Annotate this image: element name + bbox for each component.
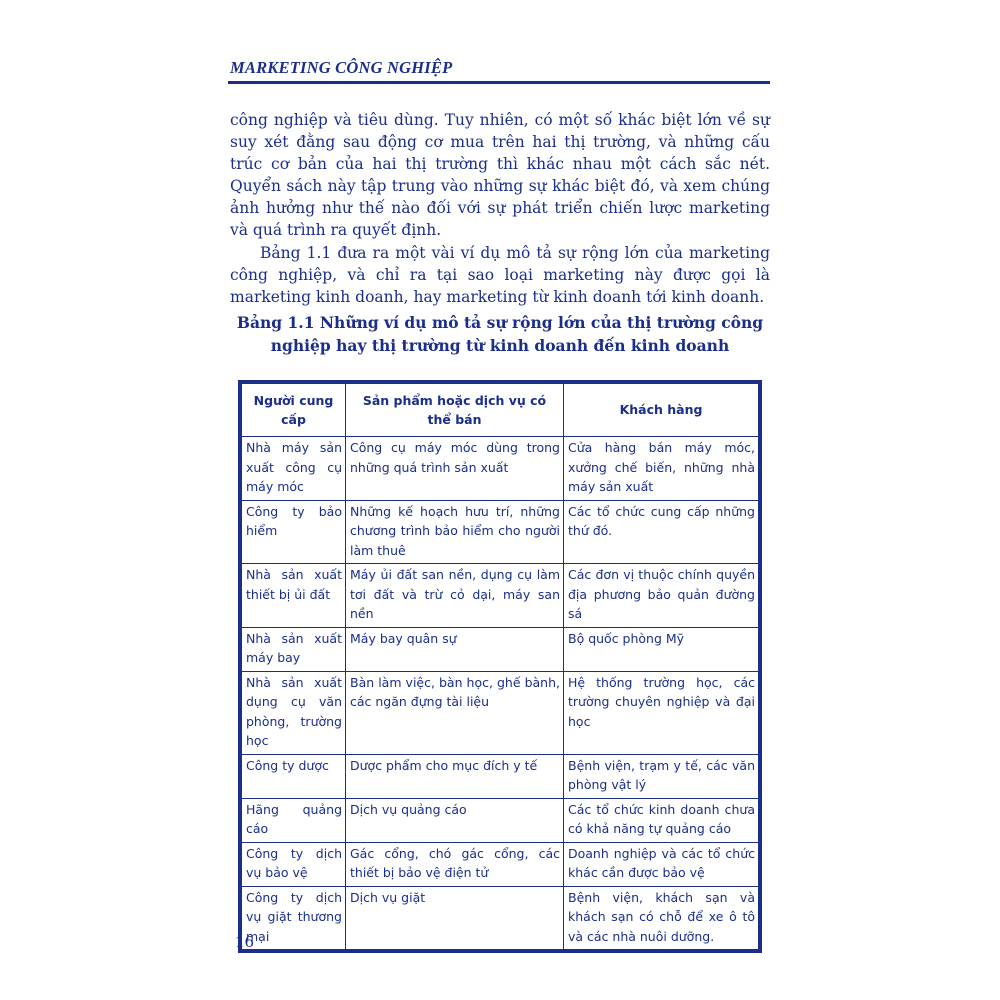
- cell-supplier: Hãng quảng cáo: [242, 798, 346, 842]
- table-frame: [238, 380, 762, 953]
- table-row: [242, 842, 759, 886]
- header-supplier: Người cung cấp: [242, 384, 346, 437]
- cell-supplier: Nhà sản xuất dụng cụ văn phòng, trường học: [242, 671, 346, 754]
- running-header-title: MARKETING CÔNG NGHIỆP: [230, 58, 453, 77]
- cell-product: Gác cổng, chó gác cổng, các thiết bị bảo vệ điện tử: [346, 842, 564, 886]
- cell-product: Dược phẩm cho mục đích y tế: [346, 754, 564, 798]
- table-row: [242, 564, 759, 628]
- cell-supplier: Công ty dịch vụ giặt thương mại: [242, 886, 346, 950]
- table-row: [242, 437, 759, 501]
- table-caption: [236, 311, 764, 357]
- page-number: 16: [235, 933, 255, 951]
- cell-customer: Hệ thống trường học, các trường chuyên nghiệp và đại học: [564, 671, 759, 754]
- cell-supplier: Công ty dịch vụ bảo vệ: [242, 842, 346, 886]
- cell-supplier: Công ty bảo hiểm: [242, 500, 346, 564]
- cell-supplier: Nhà máy sản xuất công cụ máy móc: [242, 437, 346, 501]
- cell-product: Công cụ máy móc dùng trong những quá trình sản xuất: [346, 437, 564, 501]
- table-row: [242, 627, 759, 671]
- table-row: [242, 500, 759, 564]
- table-caption-line-2: nghiệp hay thị trường từ kinh doanh đến kinh doanh: [270, 336, 730, 355]
- cell-customer: Bệnh viện, khách sạn và khách sạn có chỗ để xe ô tô và các nhà nuôi dưỡng.: [564, 886, 759, 950]
- cell-product: Dịch vụ quảng cáo: [346, 798, 564, 842]
- cell-product: Máy ủi đất san nền, dụng cụ làm tơi đất và trừ cỏ dại, máy san nền: [346, 564, 564, 628]
- cell-product: Bàn làm việc, bàn học, ghế bành, các ngăn đựng tài liệu: [346, 671, 564, 754]
- running-header: [228, 58, 770, 84]
- cell-customer: Các tổ chức kinh doanh chưa có khả năng tự quảng cáo: [564, 798, 759, 842]
- cell-product: Những kế hoạch hưu trí, những chương trình bảo hiểm cho người làm thuê: [346, 500, 564, 564]
- cell-product: Máy bay quân sự: [346, 627, 564, 671]
- header-product: Sản phẩm hoặc dịch vụ có thể bán: [346, 384, 564, 437]
- table-row: [242, 798, 759, 842]
- cell-customer: Bệnh viện, trạm y tế, các văn phòng vật lý: [564, 754, 759, 798]
- cell-customer: Các đơn vị thuộc chính quyền địa phương bảo quản đường sá: [564, 564, 759, 628]
- table-row: [242, 671, 759, 754]
- cell-supplier: Nhà sản xuất thiết bị ủi đất: [242, 564, 346, 628]
- header-customer: Khách hàng: [564, 384, 759, 437]
- paragraph-2: Bảng 1.1 đưa ra một vài ví dụ mô tả sự rộng lớn của marketing công nghiệp, và chỉ ra tại sao loại marketing này được gọi là marketing kinh doanh, hay marketing từ kinh doanh tới kinh doanh.: [230, 244, 770, 306]
- cell-supplier: Công ty dược: [242, 754, 346, 798]
- table-caption-line-1: Bảng 1.1 Những ví dụ mô tả sự rộng lớn của thị trường công: [236, 313, 764, 332]
- table-header-row: [242, 384, 759, 437]
- cell-product: Dịch vụ giặt: [346, 886, 564, 950]
- table-row: [242, 886, 759, 950]
- cell-customer: Bộ quốc phòng Mỹ: [564, 627, 759, 671]
- examples-table: [241, 383, 759, 950]
- table-row: [242, 754, 759, 798]
- cell-customer: Doanh nghiệp và các tổ chức khác cần được bảo vệ: [564, 842, 759, 886]
- body-text: [230, 109, 770, 308]
- cell-supplier: Nhà sản xuất máy bay: [242, 627, 346, 671]
- cell-customer: Cửa hàng bán máy móc, xưởng chế biến, những nhà máy sản xuất: [564, 437, 759, 501]
- paragraph-1: công nghiệp và tiêu dùng. Tuy nhiên, có một số khác biệt lớn về sự suy xét đằng sau động cơ mua trên hai thị trường, và những cấu trúc cơ bản của hai thị trường thì khác nhau một cách sắc nét. Quyển sách này tập trung vào những sự khác biệt đó, và xem chúng ảnh hưởng như thế nào đối với sự phát triển chiến lược marketing và quá trình ra quyết định.: [230, 111, 770, 239]
- header-rule: [228, 81, 770, 84]
- cell-customer: Các tổ chức cung cấp những thứ đó.: [564, 500, 759, 564]
